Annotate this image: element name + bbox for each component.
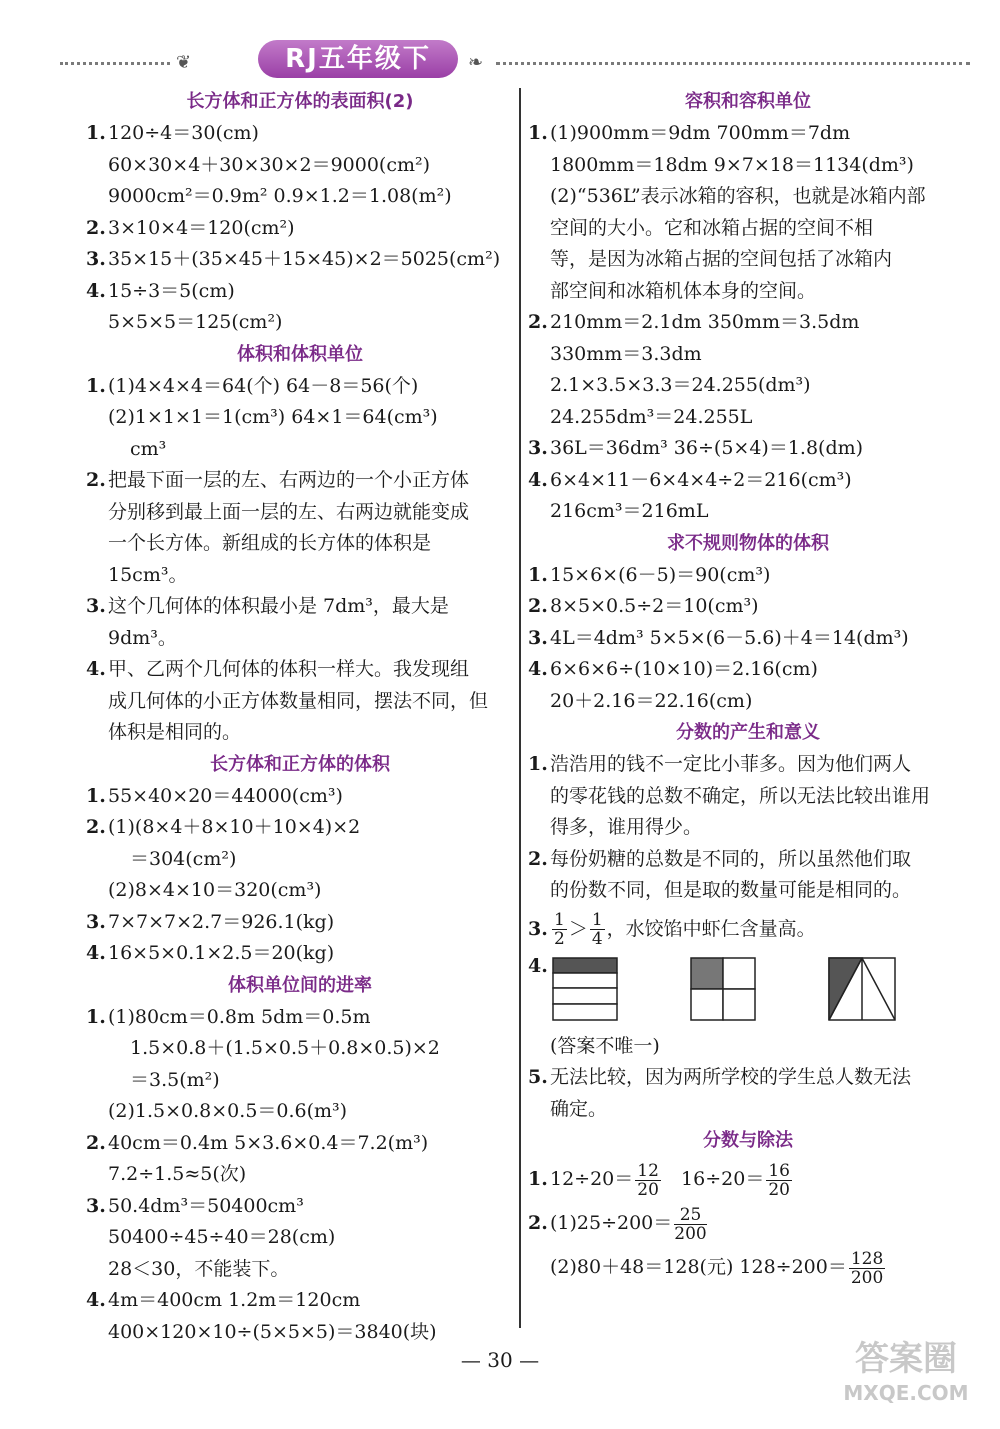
section-title: 体积和体积单位 (237, 343, 363, 365)
answer-line: 2. 40cm＝0.4m 5×3.6×0.4＝7.2(m³) (86, 1131, 429, 1154)
answer-line: 1. 浩浩用的钱不一定比小菲多。因为他们两人 (528, 753, 912, 775)
answer-line: 20＋2.16＝22.16(cm) (550, 689, 753, 712)
page-header (60, 38, 970, 86)
answer-line: 4. 4m＝400cm 1.2m＝120cm (86, 1289, 361, 1311)
answer-line: 4. 16×5×0.1×2.5＝20(kg) (86, 942, 335, 964)
section-title: 求不规则物体的体积 (667, 532, 829, 554)
leaf-icon-left: ❦ (176, 52, 192, 73)
answer-line: 空间的大小。它和冰箱占据的空间不相 (550, 216, 874, 239)
section-title: 长方体和正方体的表面积(2) (186, 91, 414, 112)
answer-line: 3. 50.4dm³＝50400cm³ (86, 1194, 304, 1217)
answer-line: 9dm³。 (108, 626, 177, 649)
fraction: $\frac{12}{20}$ (637, 1160, 659, 1200)
answer-line: 1. (1)900mm＝9dm 700mm＝7dm (528, 122, 851, 144)
answer-line: (2)1.5×0.8×0.5＝0.6(m³) (108, 1100, 348, 1122)
answer-line: 4. 6×6×6÷(10×10)＝2.16(cm) (528, 658, 818, 680)
answer-line: 4. 6×4×11－6×4×4÷2＝216(cm³) (528, 468, 852, 491)
answer-line: 1. (1)80cm＝0.8m 5dm＝0.5m (86, 1005, 371, 1028)
answer-line: 1. 55×40×20＝44000(cm³) (86, 784, 343, 807)
answer-line: 2. 210mm＝2.1dm 350mm＝3.5dm (528, 311, 860, 333)
answer-line: 15cm³。 (108, 563, 188, 586)
answer-line: 2. 8×5×0.5÷2＝10(cm³) (528, 595, 759, 617)
fraction: $\frac{128}{200}$ (850, 1248, 884, 1288)
answer-line: (2)80＋48＝128(元) 128÷200＝ $\frac{128}{200}$ (550, 1248, 884, 1288)
answer-line: 50400÷45÷40＝28(cm) (108, 1226, 336, 1248)
figure-quarter-triangles (828, 957, 896, 1021)
figure-quarter-square (690, 957, 756, 1021)
answer-line: ＝3.5(m²) (130, 1068, 220, 1091)
fraction: $\frac{1}{4}$ (591, 910, 603, 949)
grade-badge: RJ五年级下 (258, 40, 458, 78)
answer-line: 的份数不同，但是取的数量可能是相同的。 (550, 879, 912, 901)
answer-line: 330mm＝3.3dm (550, 342, 702, 365)
answer-line: 2.1×3.5×3.3＝24.255(dm³) (550, 374, 811, 396)
answer-line: (2)1×1×1＝1(cm³) 64×1＝64(cm³) (108, 406, 438, 428)
answer-line: 1.5×0.8＋(1.5×0.5＋0.8×0.5)×2 (130, 1037, 440, 1059)
section-title: 分数的产生和意义 (676, 722, 820, 743)
answer-line: 3. $\frac{1}{2}$ ＞ $\frac{1}{4}$ ，水饺馅中虾仁含量高。 (528, 910, 816, 949)
page-number: — 30 — (460, 1348, 540, 1372)
answer-line: 1. 120÷4＝30(cm) (86, 122, 259, 144)
answer-line: 2. 把最下面一层的左、右两边的一个小正方体 (86, 469, 470, 491)
answer-line: 分别移到最上面一层的左、右两边就能变成 (108, 500, 470, 523)
answer-line: 3. 36L＝36dm³ 36÷(5×4)＝1.8(dm) (528, 437, 864, 459)
answer-line: 体积是相同的。 (108, 721, 242, 743)
answer-line: 1800mm＝18dm 9×7×18＝1134(dm³) (550, 153, 914, 176)
answer-line: 5×5×5＝125(cm²) (108, 311, 283, 333)
answer-line: 60×30×4＋30×30×2＝9000(cm²) (108, 153, 431, 176)
section-title: 体积单位间的进率 (228, 974, 372, 996)
answer-line: 3. 这个几何体的体积最小是 7dm³，最大是 (86, 595, 449, 617)
answer-line: 成几何体的小正方体数量相同，摆法不同，但 (108, 689, 489, 712)
answer-line: 4. 甲、乙两个几何体的体积一样大。我发现组 (86, 658, 470, 680)
answer-line: 确定。 (550, 1097, 608, 1120)
answer-line: 4. 15÷3＝5(cm) (86, 279, 235, 302)
answer-line: 1. 15×6×(6－5)＝90(cm³) (528, 563, 771, 586)
section-title: 长方体和正方体的体积 (210, 753, 390, 775)
answer-line: 2. (1)(8×4＋8×10＋10×4)×2 (86, 816, 361, 838)
answer-line: cm³ (130, 437, 167, 460)
answer-line: 3. 4L＝4dm³ 5×5×(6－5.6)＋4＝14(dm³) (528, 626, 909, 649)
answer-line: 一个长方体。新组成的长方体的体积是 (108, 532, 432, 554)
answer-line: 400×120×10÷(5×5×5)＝3840(块) (108, 1320, 437, 1343)
right-column (528, 86, 968, 1289)
answer-line: 2. 3×10×4＝120(cm²) (86, 216, 295, 239)
column-divider (519, 88, 521, 1328)
answer-line: 2. (1)25÷200＝ $\frac{25}{200}$ (528, 1204, 707, 1244)
section-title: 容积和容积单位 (685, 91, 811, 112)
fraction-figures: 4. (528, 951, 968, 1031)
answer-line: 等，是因为冰箱占据的空间包括了冰箱内 (550, 248, 893, 270)
answer-line: 1. 12÷20＝ $\frac{12}{20}$ 16÷20＝ $\frac{16}{20}$ (528, 1160, 790, 1200)
header-dots-right (496, 62, 970, 65)
figure-quarter-strip (552, 957, 618, 1021)
answer-line: 3. 7×7×7×2.7＝926.1(kg) (86, 910, 335, 933)
answer-line: (2)“536L”表示冰箱的容积，也就是冰箱内部 (550, 185, 926, 207)
header-dots-left (60, 62, 170, 65)
answer-line: 216cm³＝216mL (550, 500, 709, 522)
answer-line: 28＜30，不能装下。 (108, 1257, 290, 1280)
fraction: $\frac{1}{2}$ (554, 910, 565, 949)
answer-line: 9000cm²＝0.9m² 0.9×1.2＝1.08(m²) (108, 185, 452, 207)
answer-line: 的零花钱的总数不确定，所以无法比较出谁用 (550, 784, 931, 807)
answer-line: (2)8×4×10＝320(cm³) (108, 879, 322, 901)
answer-line: 3. 35×15＋(35×45＋15×45)×2＝5025(cm²) (86, 248, 501, 270)
fraction: $\frac{16}{20}$ (768, 1160, 790, 1200)
answer-line: ＝304(cm²) (130, 847, 237, 870)
answer-line: 得多，谁用得少。 (550, 816, 703, 838)
answer-line: 7.2÷1.5≈5(次) (108, 1163, 247, 1185)
section-title: 分数与除法 (703, 1130, 793, 1151)
fraction: $\frac{25}{200}$ (674, 1204, 707, 1244)
leaf-icon-right: ❧ (468, 52, 484, 73)
answer-line: 24.255dm³＝24.255L (550, 405, 753, 428)
answer-line: (答案不唯一) (550, 1034, 660, 1057)
answer-line: 1. (1)4×4×4＝64(个) 64－8＝56(个) (86, 374, 419, 397)
watermark-logo: 答案圈 MXQE.COM (843, 1339, 969, 1405)
left-column (86, 86, 514, 1348)
answer-line: 5. 无法比较，因为两所学校的学生总人数无法 (528, 1066, 912, 1088)
answer-line: 2. 每份奶糖的总数是不同的，所以虽然他们取 (528, 847, 912, 870)
answer-line: 部空间和冰箱机体本身的空间。 (550, 279, 817, 302)
